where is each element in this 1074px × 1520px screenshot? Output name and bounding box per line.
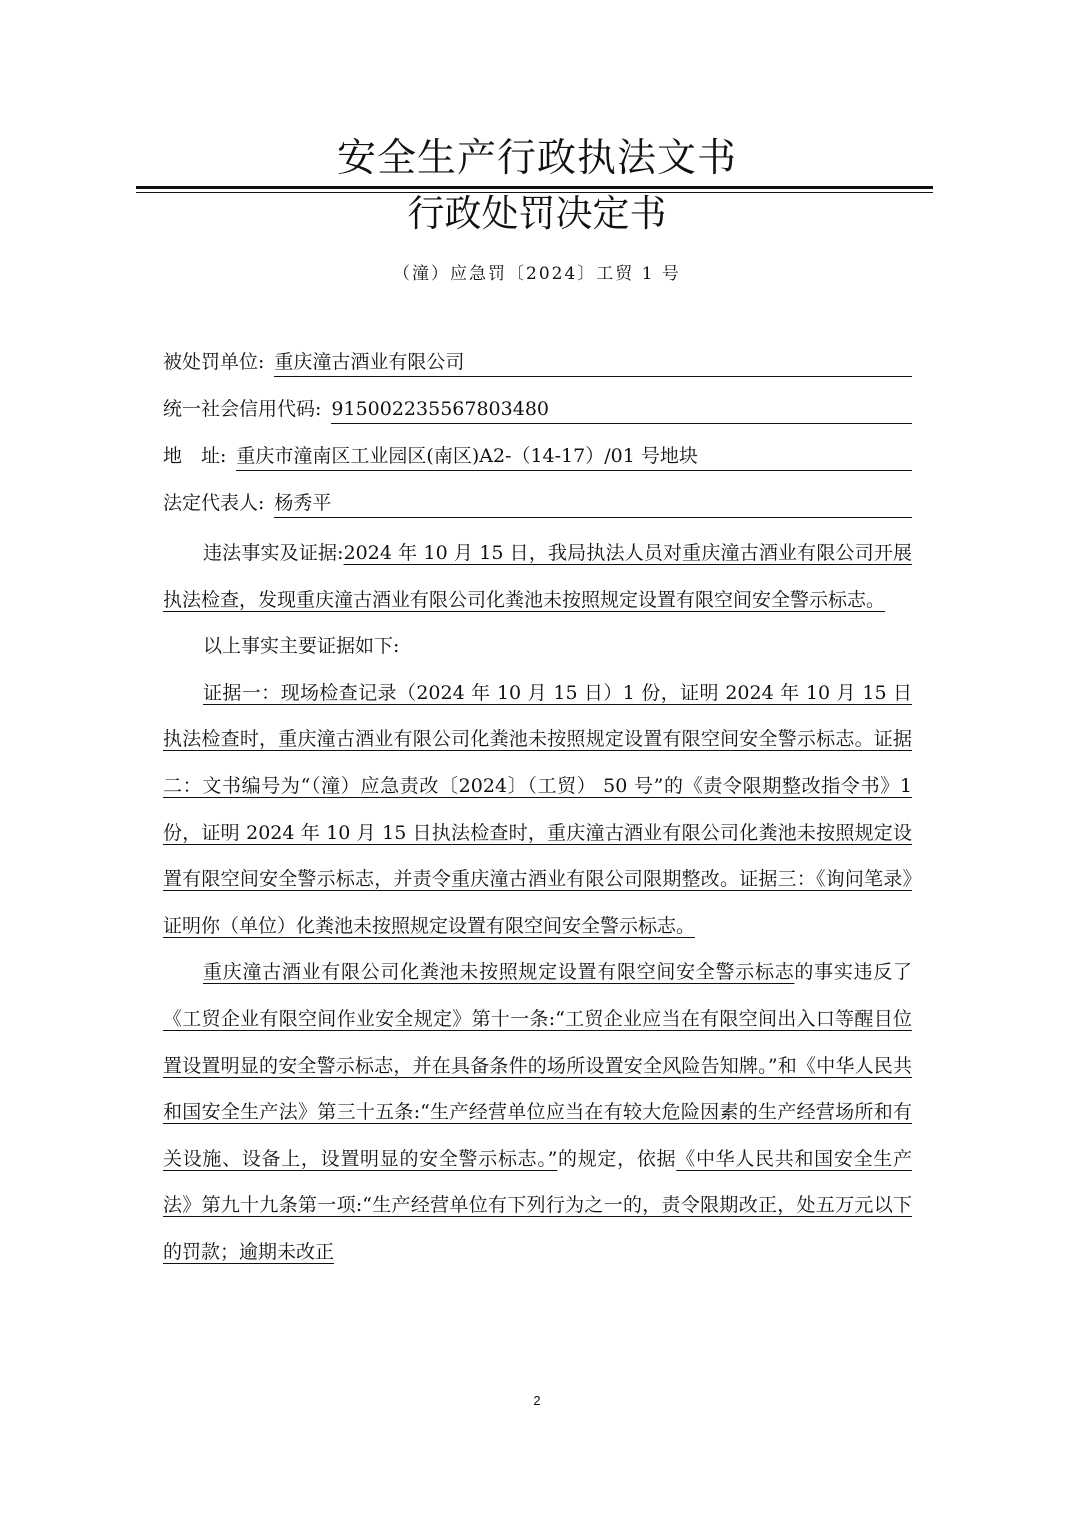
document-category-title: 安全生产行政执法文书: [336, 136, 737, 181]
field-label: 地 址:: [163, 445, 227, 467]
field-value: 915002235567803480: [331, 389, 912, 424]
field-label: 统一社会信用代码:: [163, 398, 322, 420]
page-number: 2: [533, 1393, 541, 1408]
field-value: 杨秀平: [274, 483, 912, 518]
paragraph-violation-facts: [163, 530, 912, 623]
legal-basis-connector: 的事实违反了: [794, 961, 912, 984]
document-number: （潼）应急罚〔2024〕工贸 1 号: [393, 264, 681, 284]
field-address: [163, 436, 912, 476]
field-label: 被处罚单位:: [163, 351, 265, 373]
legal-basis-violated-provisions: 《工贸企业有限空间作业安全规定》第十一条:“工贸企业应当在有限空间出入口等醒目位置设置明显的安全警示标志，并在具备条件的场所设置安全风险告知牌。”和《中华人民共和国安全生产法》第三十五条:“生产经营单位应当在有较大危险因素的生产经营场所和有关设施、设备上，设置明显的安全警示标志。”: [163, 1007, 912, 1170]
legal-basis-penalty-provision: 《中华人民共和国安全生产法》第九十九条第一项:“生产经营单位有下列行为之一的，责令限期改正，处五万元以下的罚款；逾期未改正: [163, 1147, 912, 1263]
paragraph-evidence-intro: 以上事实主要证据如下:: [203, 635, 400, 658]
evidence-list-text: 证据一：现场检查记录（2024 年 10 月 15 日）1 份，证明 2024 年 10 月 15 日执法检查时，重庆潼古酒业有限公司化粪池未按照规定设置有限空间安全警示标志。证据二：文书编号为“（潼）应急责改〔2024〕（工贸） 50 号”的《责令限期整改指令书》1 份，证明 2024 年 10 月 15 日执法检查时，重庆潼古酒业有限公司化粪池未按照规定设置有限空间安全警示标志，并责令重庆潼古酒业有限公司限期整改。证据三：《询问笔录》证明你（单位）化粪池未按照规定设置有限空间安全警示标志。: [163, 681, 912, 937]
legal-basis-subject: 重庆潼古酒业有限公司化粪池未按照规定设置有限空间安全警示标志: [203, 961, 795, 984]
field-credit-code: [163, 389, 912, 429]
legal-basis-connector: 的规定，依据: [557, 1147, 677, 1170]
paragraph-evidence-list: [163, 670, 912, 950]
document-title: 行政处罚决定书: [407, 192, 667, 235]
violation-facts-text: 2024 年 10 月 15 日，我局执法人员对重庆潼古酒业有限公司开展执法检查，发现重庆潼古酒业有限公司化粪池未按照规定设置有限空间安全警示标志。: [163, 542, 913, 611]
paragraph-legal-basis: [163, 949, 912, 1275]
field-value: 重庆潼古酒业有限公司: [274, 342, 912, 377]
field-value: 重庆市潼南区工业园区(南区)A2-（14-17）/01 号地块: [236, 436, 912, 471]
field-legal-representative: [163, 483, 912, 523]
field-penalized-unit: [163, 342, 912, 382]
field-label: 法定代表人:: [163, 492, 265, 514]
paragraph-label: 违法事实及证据:: [203, 542, 344, 564]
document-body: [163, 530, 912, 1276]
